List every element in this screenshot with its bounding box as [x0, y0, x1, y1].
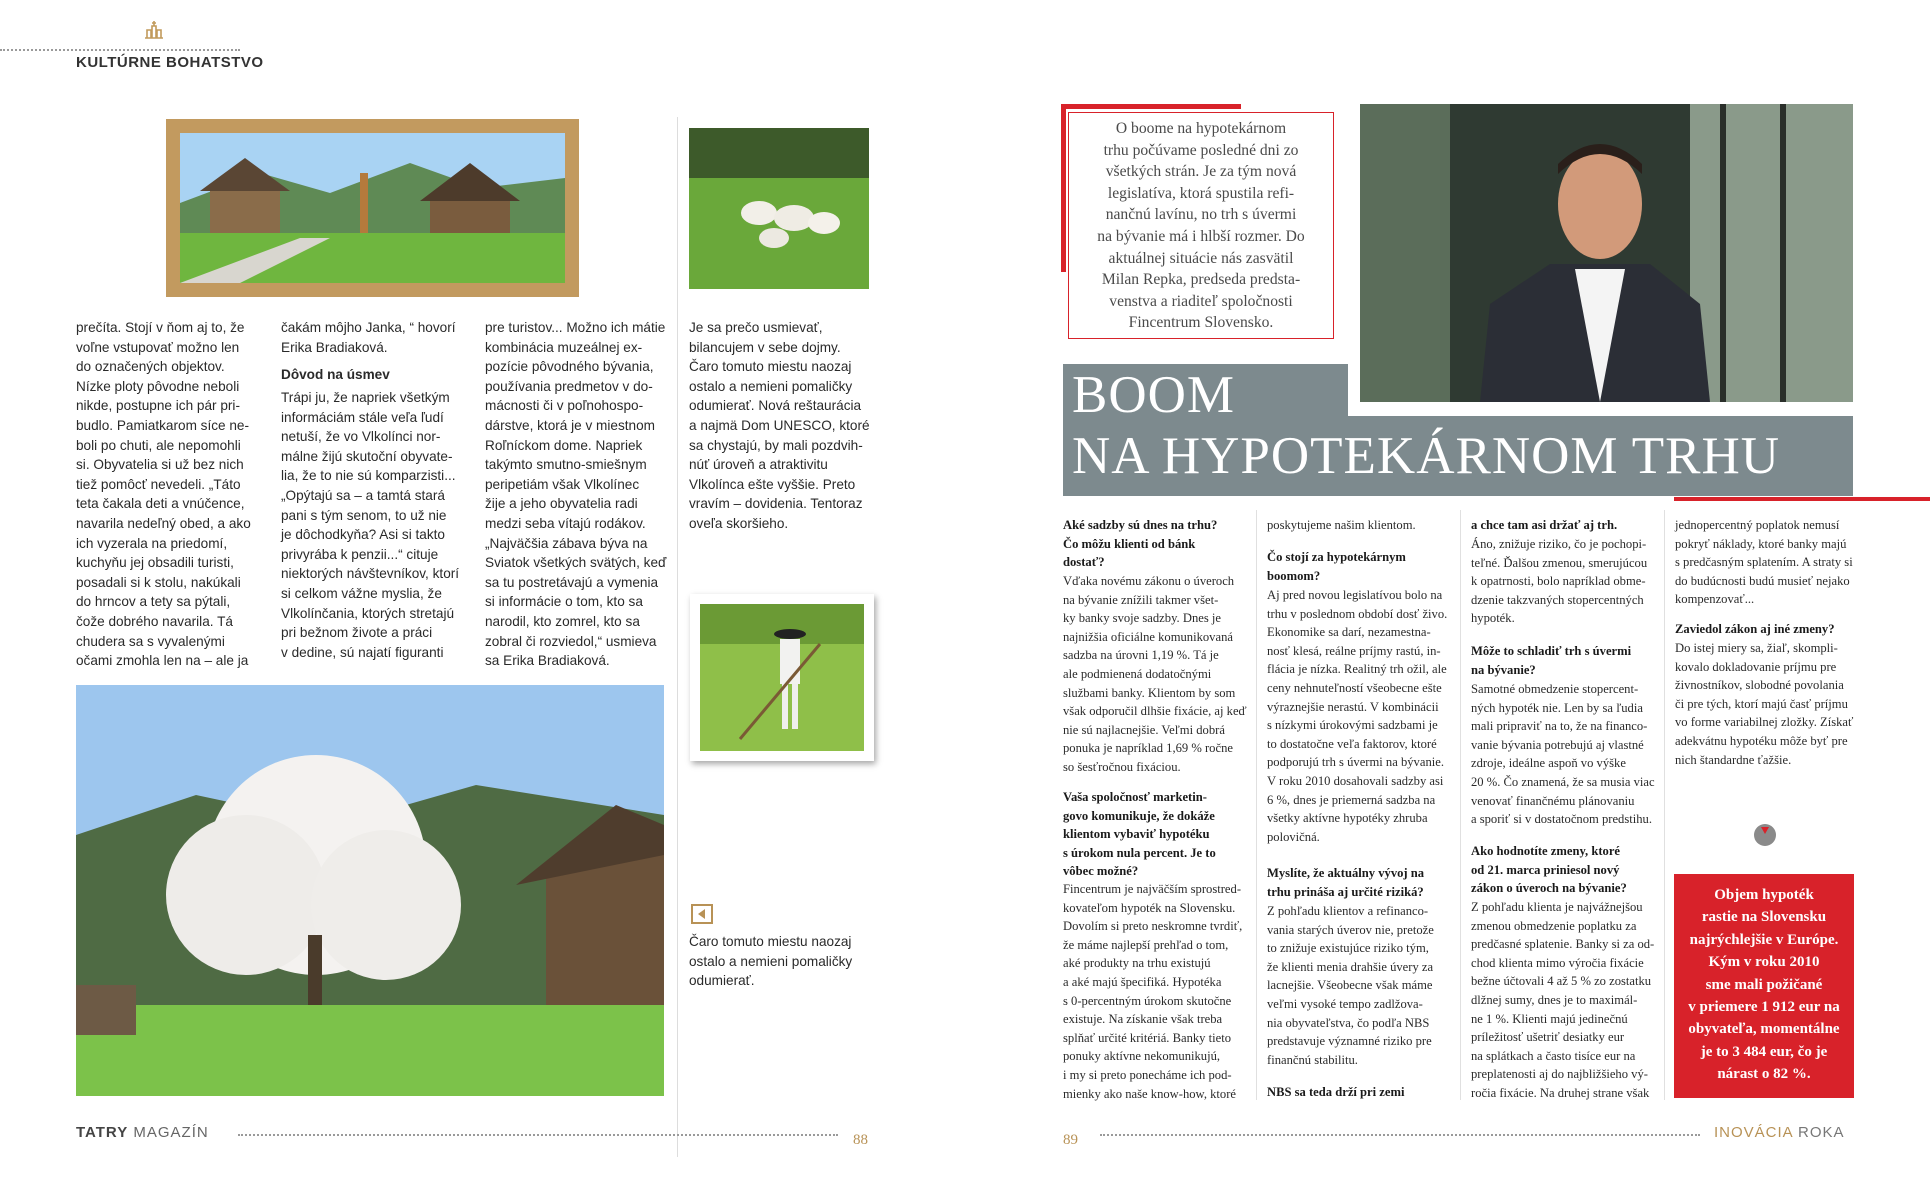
right-col4-answer-0: jednopercentný poplatok nemusí pokryť náklady, ktoré banky majú s predčasným splatením. A straty si do budúcnosti budú musieť nejako kompenzovať...	[1675, 518, 1853, 607]
right-column-divider-2	[1460, 510, 1461, 1100]
left-footer-brand	[76, 1124, 209, 1141]
right-col2-answer-0: poskytujeme našim klientom.	[1267, 518, 1416, 532]
right-col1-question-2: Vaša spoločnosť marketin- govo komunikuje, že dokáže klientom vybaviť hypotéku s úrokom nula percent. Je to vôbec možné?	[1063, 790, 1216, 879]
left-column-2-top: čakám môjho Janka, “ hovorí Erika Bradiaková.	[281, 320, 456, 355]
portrait-photo	[1360, 104, 1853, 402]
right-footer-brand-light: ROKA	[1792, 1124, 1845, 1141]
left-column-1: prečíta. Stojí v ňom aj to, že voľne vstupovať možno len do označených objektov. Nízke ploty pôvodne neboli nikde, postupne ich pár pri- budlo. Pamiatkarom síce ne- boli po chuti, ale nepomohli si. Obyvatelia si už bez nich tiež pomôcť nevedeli. „Táto teta čakala deti a vnúčence, navarila nedeľný obed, a ako ich vyzerala na priedomí, kuchyňu jej obsadili turisti, posadali si k stolu, nakúkali do hrncov a tety sa pýtali, čože dobrého navarila. Tá chudera sa s vyvalenými očami zmohla len na – ale ja	[76, 320, 251, 669]
right-col2-question-2: Myslíte, že aktuálny vývoj na trhu prináša aj určité riziká?	[1267, 866, 1425, 899]
caption-arrow-icon	[691, 904, 713, 924]
right-col2-answer-1: Aj pred novou legislatívou bolo na trhu v poslednom období dosť živo. Ekonomike sa darí, nezamestna- nosť klesá, reálne príjmy rastú, in- flácia je nízka. Realitný trh ožil, ale ceny nehnuteľností všeobecne ešte výraznejšie nerastú. V kombinácii s nízkymi úrokovými sadzbami je to dostatočne veľa faktorov, ktoré podporujú trh s úvermi na bývanie. V roku 2010 dosahovali sadzby asi 6 %, dnes je priemerná sadzba na všetky aktívne hypotéky zhruba polovičná.	[1267, 588, 1448, 844]
left-column-2-body: Trápi ju, že napriek všetkým informáciám stále veľa ľudí netuší, že vo Vlkolínci nor- málne žijú skutoční obyvate- lia, že to nie sú komparzisti... „Opýtajú sa – a tamtá stará pani s tým senom, to už nie je dôchodkyňa? Asi si takto privyrába k penzii...“ cituje niektorých návštevníkov, ktorí si celkom vážne myslia, že Vlkolínčania, ktorých stretajú pri bežnom živote a práci v dedine, sú najatí figuranti	[281, 390, 460, 660]
title-line-2: NA HYPOTEKÁRNOM TRHU	[1072, 427, 1781, 485]
right-col2-answer-2: Z pohľadu klientov a refinanco- vania starých úverov nie, pretože to znižuje existujúce riziko tým, že klienti menia drahšie úvery za lacnejšie. Všeobecne však máme veľmi vysoké tempo zadlžova- nia obyvateľstva, čo podľa NBS predstavuje významné riziko pre finančnú stabilitu.	[1267, 904, 1434, 1067]
right-column-divider-1	[1256, 510, 1257, 1100]
right-col3-answer-0: Áno, znižuje riziko, čo je pochopi- teľné. Ďalšou zmenou, smerujúcou k opatrnosti, bolo napríklad obme- dzenie takzvaných stopercentných hypoték.	[1471, 537, 1648, 626]
mowing-photo	[700, 604, 864, 751]
section-title: KULTÚRNE BOHATSTVO	[76, 54, 264, 71]
right-footer-brand	[1714, 1124, 1845, 1141]
right-col1-question-1: Aké sadzby sú dnes na trhu? Čo môžu klienti od bánk dostať?	[1063, 518, 1218, 570]
end-mark-icon	[1754, 824, 1776, 846]
blossom-tree-photo	[76, 685, 664, 1096]
stat-box-text: Objem hypoték rastie na Slovensku najrýchlejšie v Európe. Kým v roku 2010 sme mali požičané v priemere 1 912 eur na obyvateľa, momentálne je to 3 484 eur, čo je nárast o 82 %.	[1688, 887, 1840, 1083]
left-column-2-heading: Dôvod na úsmev	[281, 367, 390, 382]
header-rule	[0, 49, 240, 51]
right-col3-question-2: Ako hodnotíte zmeny, ktoré od 21. marca priniesol nový zákon o úveroch na bývanie?	[1471, 844, 1627, 896]
right-col4-answer-1: Do istej miery sa, žiaľ, skompli- kovalo dokladovanie príjmu pre živnostníkov, slobodné povolania či pre tých, ktorí majú časť príjmu vo forme variabilnej zložky. Získať adekvátnu hypotéku môže byť pre nich štandardne ťažšie.	[1675, 641, 1854, 767]
right-column-divider-3	[1664, 510, 1665, 1100]
left-footer-brand-bold: TATRY	[76, 1124, 129, 1141]
header-ornament-icon	[143, 18, 165, 40]
intro-red-side	[1061, 104, 1066, 272]
left-caption: Čaro tomuto miestu naozaj ostalo a nemieni pomaličky odumierať.	[689, 934, 853, 989]
sheep-photo	[689, 128, 869, 289]
village-photo-frame	[166, 119, 579, 297]
title-line-1: BOOM	[1072, 366, 1236, 424]
left-page-number: 88	[853, 1132, 868, 1148]
right-col4-question-1: Zaviedol zákon aj iné zmeny?	[1675, 622, 1835, 636]
right-col1-answer-2: Fincentrum je najväčším sprostred- kovateľom hypoték na Slovensku. Dovolím si preto neskromne tvrdiť, že máme najlepší prehľad o tom, aké produkty na trhu existujú a aké majú špecifiká. Hypotéka s 0-percentným úrokom skutočne existuje. Na získanie však treba splňať určité kritériá. Banky tieto ponuky aktívne nekomunikujú, i my si preto ponecháme ich pod- mienky ako naše know-how, ktoré	[1063, 882, 1243, 1101]
right-page-number: 89	[1063, 1132, 1078, 1148]
right-col1-answer-1: Vďaka novému zákonu o úveroch na bývanie znížili takmer všet- ky banky svoje sadzby. Dnes je najnižšia oficiálne komunikovaná sadzba na úrovni 1,19 %. Tá je ale podmienená dodatočnými službami banky. Klientom by som však odporučil dlhšie fixácie, aj keď nie sú najlacnejšie. Veľmi dobrá ponuka je napríklad 1,69 % ročne so šesťročnou fixáciou.	[1063, 574, 1247, 774]
right-col3-answer-1: Samotné obmedzenie stopercent- ných hypoték nie. Len by sa ľudia mali pripraviť na to, že na financo- vanie bývania potrebujú aj vlastné zdroje, ideálne aspoň vo výške 20 %. Čo znamená, že sa musia viac venovať finančnému plánovaniu a sporiť si v dostatočnom predstihu.	[1471, 682, 1655, 827]
right-col2-question-1: Čo stojí za hypotekárnym boomom?	[1267, 550, 1406, 583]
right-col3-question-1: Môže to schladiť trh s úvermi na bývanie?	[1471, 644, 1632, 677]
intro-red-corner	[1061, 104, 1241, 109]
column-divider	[677, 117, 678, 1157]
left-column-3: pre turistov... Možno ich mátie kombinácia muzeálnej ex- pozície pôvodného bývania, používania predmetov v do- mácnosti či v poľnohospo- dárstve, ktorá je v miestnom Roľníckom dome. Napriek takýmto smutno-smiešnym peripetiám však Vlkolínec žije a jeho obyvatelia radi medzi seba vítajú rodákov. „Najväčšia zábava býva na Sviatok všetkých svätých, keď sa tu postretávajú a vymenia si informácie o tom, kto sa narodil, kto zomrel, kto sa zobral či rozviedol,“ usmieva sa Erika Bradiaková.	[485, 320, 667, 669]
right-footer-brand-bold: INOVÁCIA	[1714, 1124, 1793, 1141]
title-red-rule	[1674, 497, 1930, 501]
mowing-photo-card	[690, 594, 874, 761]
right-col3-question-0: a chce tam asi držať aj trh.	[1471, 518, 1618, 532]
village-photo	[180, 133, 565, 283]
left-footer-rule	[238, 1134, 838, 1136]
intro-text: O boome na hypotekárnom trhu počúvame posledné dni zo všetkých strán. Je za tým nová legislatíva, ktorá spustila refi- nančnú lavínu, no trh s úvermi na bývanie má i hlbší rozmer. Do aktuálnej situácie nás zasvätil Milan Repka, predseda predsta- venstva a riaditeľ spoločnosti Fincentrum Slovensko.	[1097, 120, 1305, 332]
right-col2-question-3: NBS sa teda drží pri zemi	[1267, 1085, 1405, 1099]
right-footer-rule	[1100, 1134, 1700, 1136]
left-footer-brand-light: MAGAZÍN	[128, 1124, 209, 1141]
left-column-4: Je sa prečo usmievať, bilancujem v sebe dojmy. Čaro tomuto miestu naozaj ostalo a nemieni pomaličky odumierať. Nová reštaurácia a najmä Dom UNESCO, ktoré sa chystajú, by mali pozdvih- núť úroveň a atraktivitu Vlkolínca ešte vyššie. Preto vravím – dovidenia. Tentoraz oveľa skoršieho.	[689, 320, 870, 531]
right-col3-answer-2: Z pohľadu klienta je najvážnejšou zmenou obmedzenie poplatku za predčasné splatenie. Banky si za od- chod klienta mimo výročia fixácie bežne účtovali 4 až 5 % zo zostatku dlžnej sumy, dnes je to maximál- ne 1 %. Klienti majú jedinečnú príležitosť ušetriť desiatky eur na splátkach a často tisíce eur na preplatenosti aj do najbližšieho vý- ročia fixácie. Na druhej strane však	[1471, 900, 1655, 1100]
